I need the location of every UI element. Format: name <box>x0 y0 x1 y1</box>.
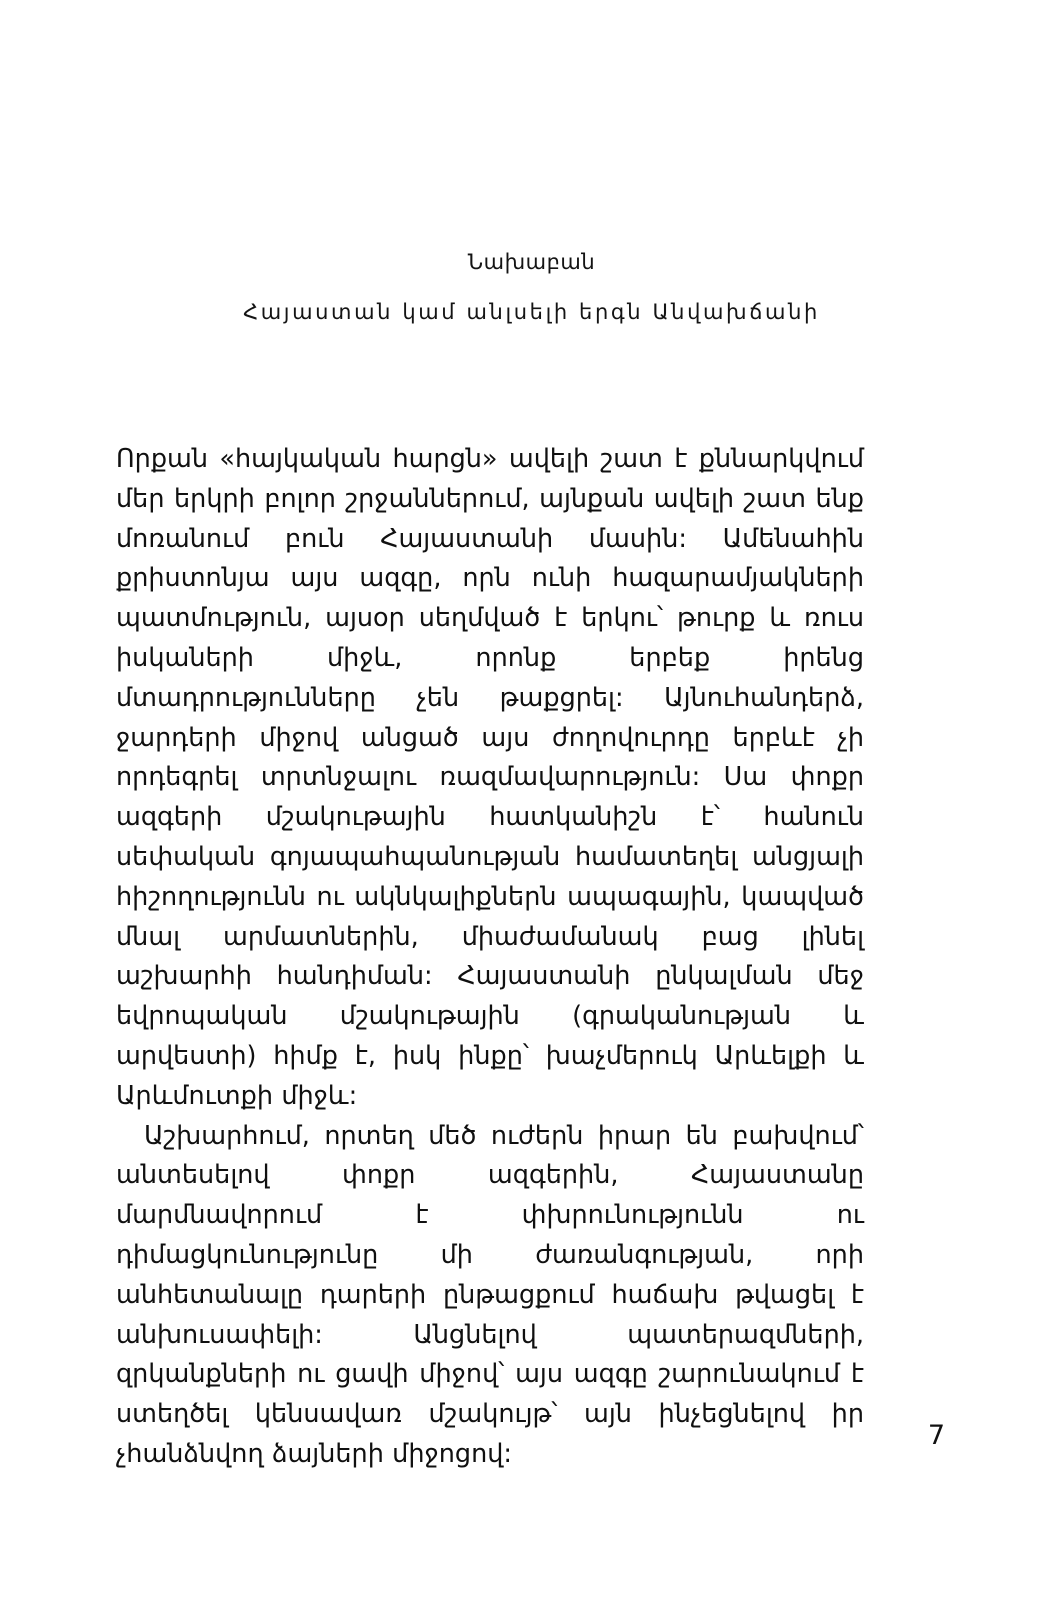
page-subtitle: Հայաստան կամ անլսելի երգն Անվախճանի <box>243 300 820 325</box>
paragraph: Որքան «հայկական հարցն» ավելի շատ է քննարկվում մեր երկրի բոլոր շրջաններում, այնքան ավելի շատ ենք մոռանում բուն Հայաստանի մասին: Ամենահին քրիստոնյա այս ազգը, որն ունի հազարամյակների պատմություն, այսօր սեղմված է երկու՝ թուրք և ռուս իսկաների միջև, որոնք երբեք իրենց մտադրությունները չեն թաքցրել: Այնուհանդերձ, ջարդերի միջով անցած այս ժողովուրդը երբևէ չի որդեգրել տրտնջալու ռազմավարություն: Սա փոքր ազգերի մշակութային հատկանիշն է՝ հանուն սեփական գոյապահպանության համատեղել անցյալի հիշողությունն ու ակնկալիքներն ապագային, կապված մնալ արմատներին, միաժամանակ բաց լինել աշխարհի հանդիման: Հայաստանի ընկալման մեջ եվրոպական մշակութային (գրականության և արվեստի) հիմք է, իսկ ինքը՝ խաչմերուկ Արևելքի և Արևմուտքի միջև: <box>116 444 864 1111</box>
chapter-heading <box>0 248 1063 327</box>
page-number: 7 <box>927 1420 945 1451</box>
paragraph: Աշխարհում, որտեղ մեծ ուժերն իրար են բախվում՝ անտեսելով փոքր ազգերին, Հայաստանը մարմնավորում է փխրունությունն ու դիմացկունությունը մի ժառանգության, որի անհետանալը դարերի ընթացքում հաճախ թվացել է անխուսափելի: Անցնելով պատերազմների, զրկանքների ու ցավի միջով՝ այս ազգը շարունակում է ստեղծել կենսավառ մշակույթ՝ այն ինչեցնելով իր չհանձնվող ձայների միջոցով: <box>116 1120 864 1469</box>
page-title: Նախաբան <box>467 250 596 274</box>
body-text <box>116 440 864 1475</box>
